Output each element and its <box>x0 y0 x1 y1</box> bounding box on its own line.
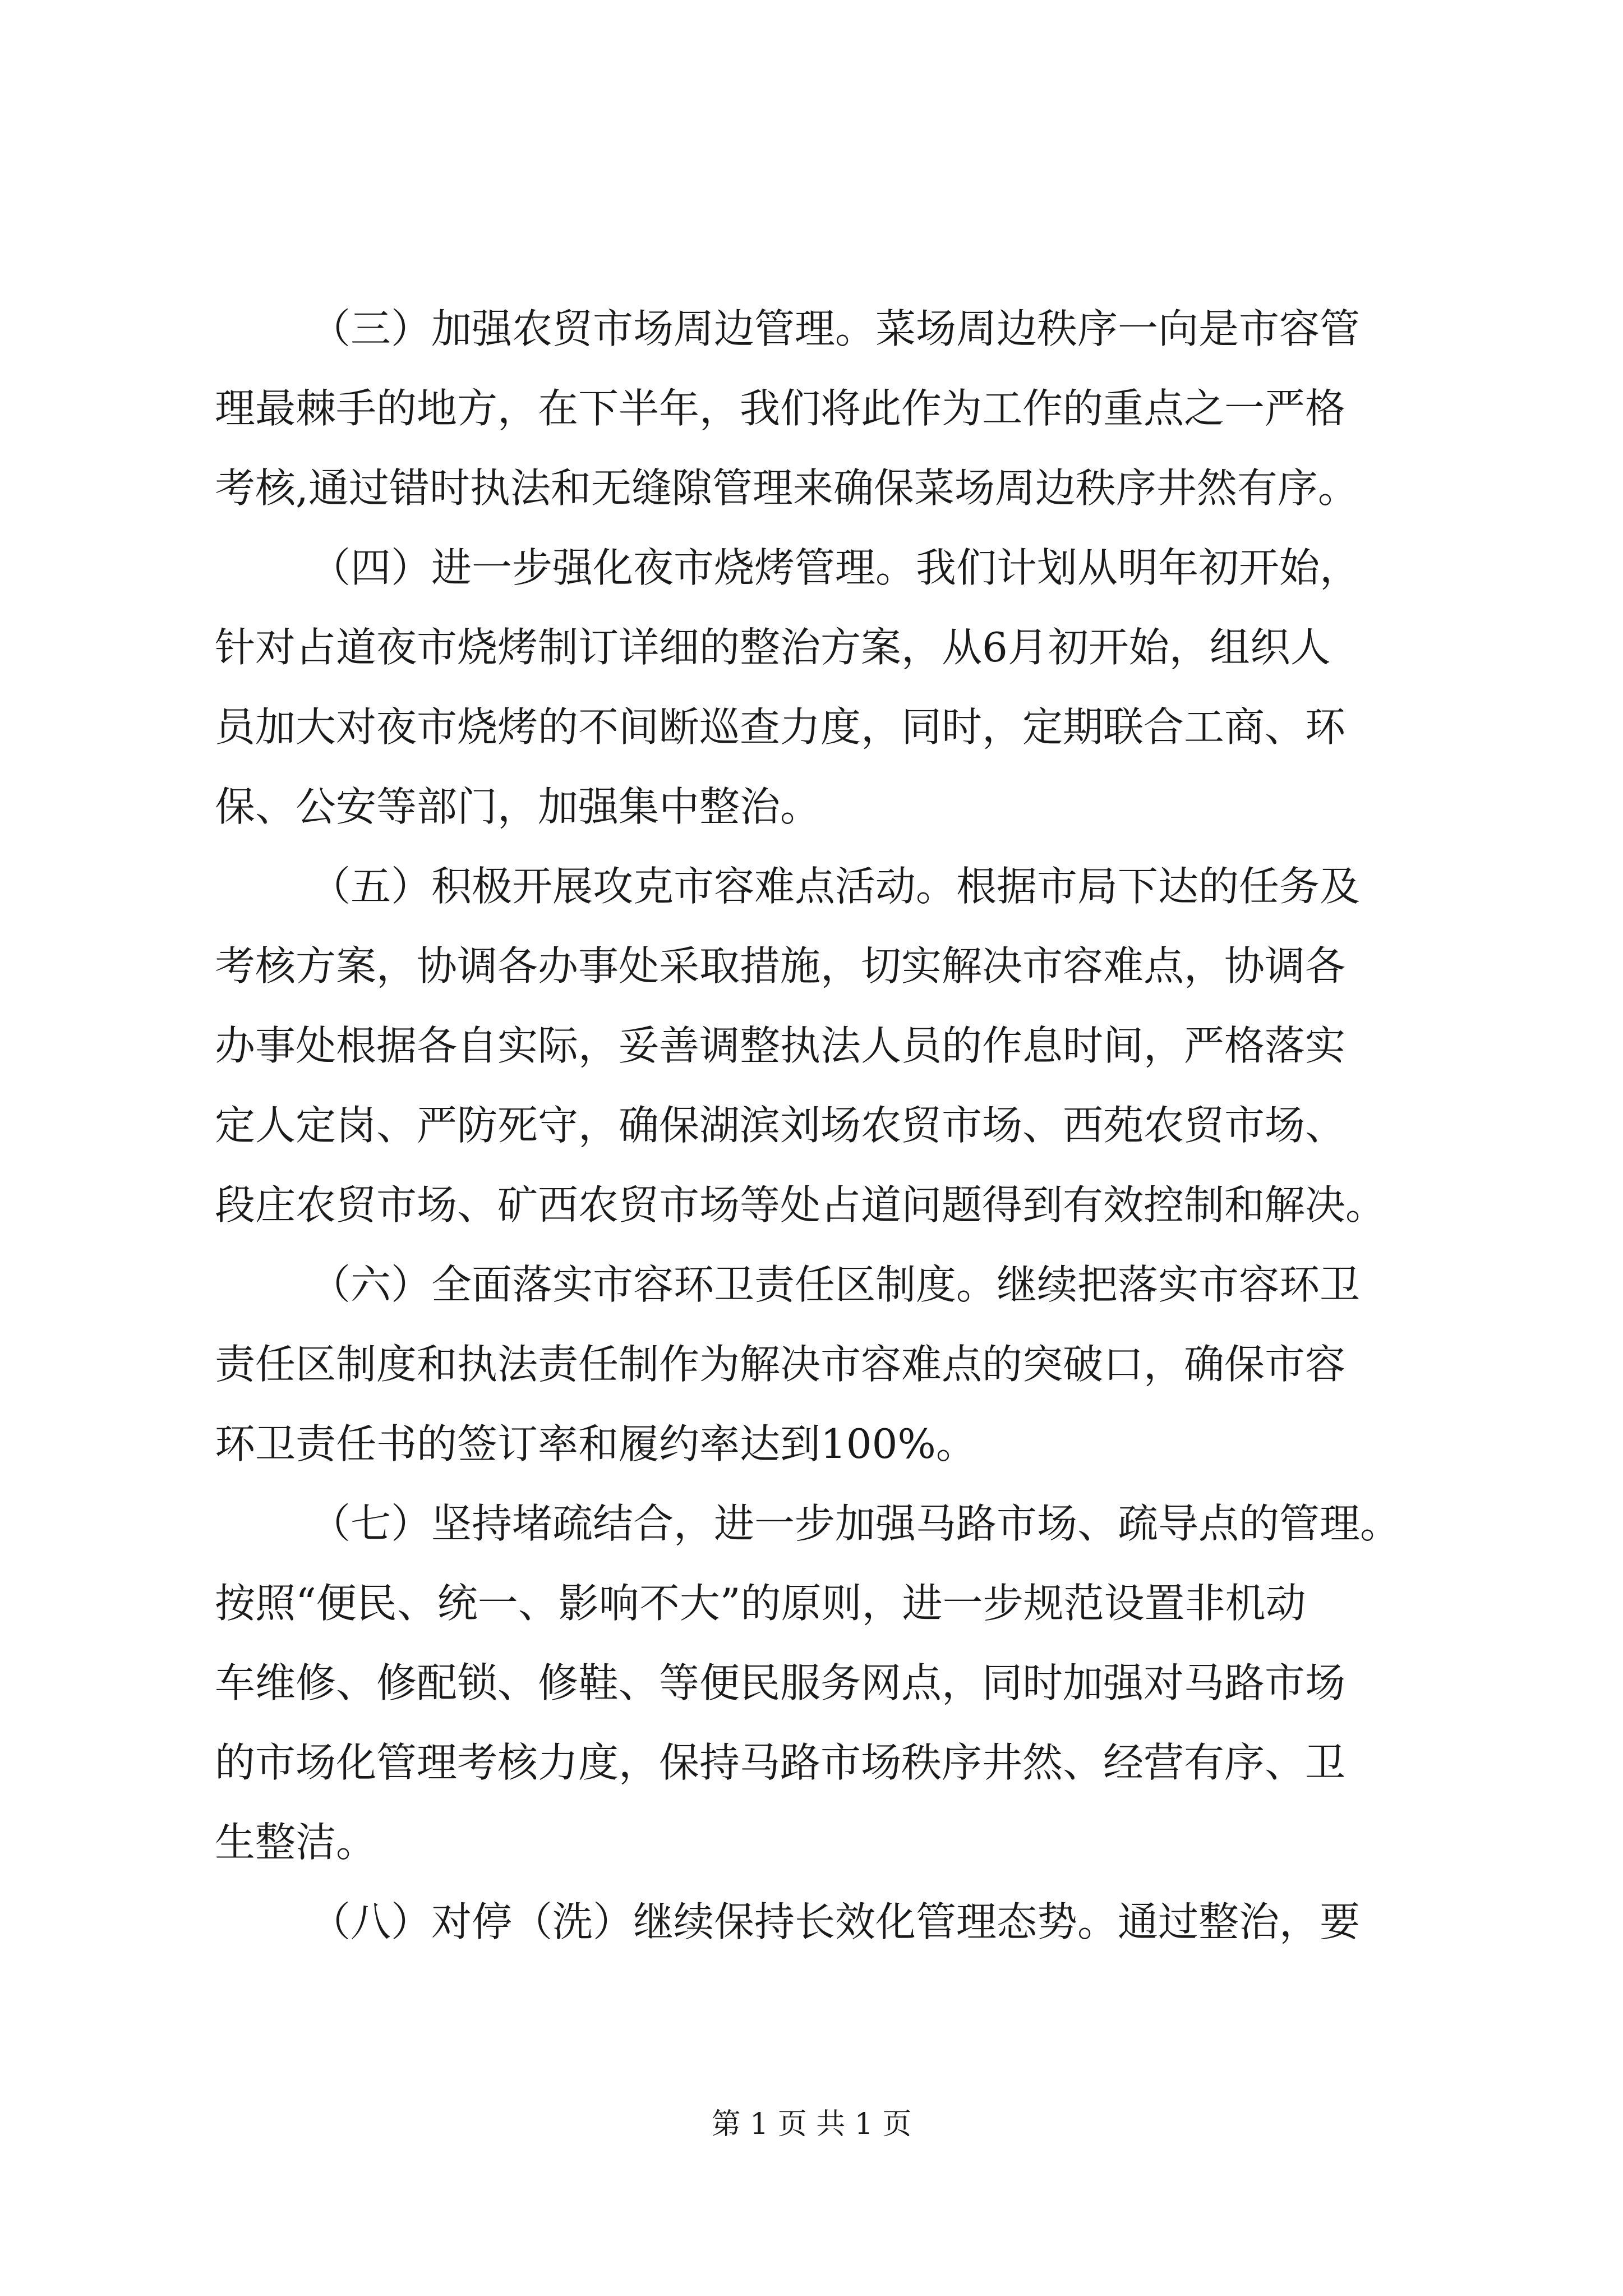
paragraph-line: 办事处根据各自实际，妥善调整执法人员的作息时间，严格落实 <box>215 1022 1346 1069</box>
paragraph-line: （六）全面落实市容环卫责任区制度。继续把落实市容环卫 <box>310 1261 1361 1308</box>
paragraph-line: 保、公安等部门，加强集中整治。 <box>215 783 821 830</box>
paragraph-line: 责任区制度和执法责任制作为解决市容难点的突破口，确保市容 <box>215 1341 1346 1388</box>
paragraph-line: 针对占道夜市烧烤制订详细的整治方案，从6月初开始，组织人 <box>215 624 1331 671</box>
paragraph-line: 车维修、修配锁、修鞋、等便民服务网点，同时加强对马路市场 <box>215 1659 1346 1706</box>
paragraph-line: 段庄农贸市场、矿西农贸市场等处占道问题得到有效控制和解决。 <box>215 1181 1386 1228</box>
paragraph-line: 定人定岗、严防死守，确保湖滨刘场农贸市场、西苑农贸市场、 <box>215 1102 1346 1149</box>
paragraph-line: （八）对停（洗）继续保持长效化管理态势。通过整治，要 <box>310 1898 1361 1945</box>
paragraph-line: 生整洁。 <box>215 1819 377 1866</box>
paragraph-line: 理最棘手的地方，在下半年，我们将此作为工作的重点之一严格 <box>215 385 1346 432</box>
paragraph-line: 的市场化管理考核力度，保持马路市场秩序井然、经营有序、卫 <box>215 1739 1346 1786</box>
paragraph-line: 按照“便民、统一、影响不大”的原则，进一步规范设置非机动 <box>215 1580 1306 1627</box>
paragraph-line: 考核方案，协调各办事处采取措施，切实解决市容难点，协调各 <box>215 942 1346 990</box>
paragraph-line: 环卫责任书的签订率和履约率达到100%。 <box>215 1420 976 1467</box>
document-body <box>215 302 1421 1975</box>
paragraph-line: （三）加强农贸市场周边管理。菜场周边秩序一向是市容管 <box>310 305 1361 352</box>
page-number-label: 第 1 页 共 1 页 <box>711 2108 912 2141</box>
paragraph-line: 考核,通过错时执法和无缝隙管理来确保菜场周边秩序井然有序。 <box>215 464 1358 512</box>
paragraph-line: （四）进一步强化夜市烧烤管理。我们计划从明年初开始， <box>310 544 1361 591</box>
paragraph-line: （五）积极开展攻克市容难点活动。根据市局下达的任务及 <box>310 863 1361 910</box>
paragraph-line: 员加大对夜市烧烤的不间断巡查力度，同时，定期联合工商、环 <box>215 703 1346 751</box>
paragraph-line: （七）坚持堵疏结合，进一步加强马路市场、疏导点的管理。 <box>310 1500 1401 1547</box>
page-footer <box>0 2105 1623 2144</box>
